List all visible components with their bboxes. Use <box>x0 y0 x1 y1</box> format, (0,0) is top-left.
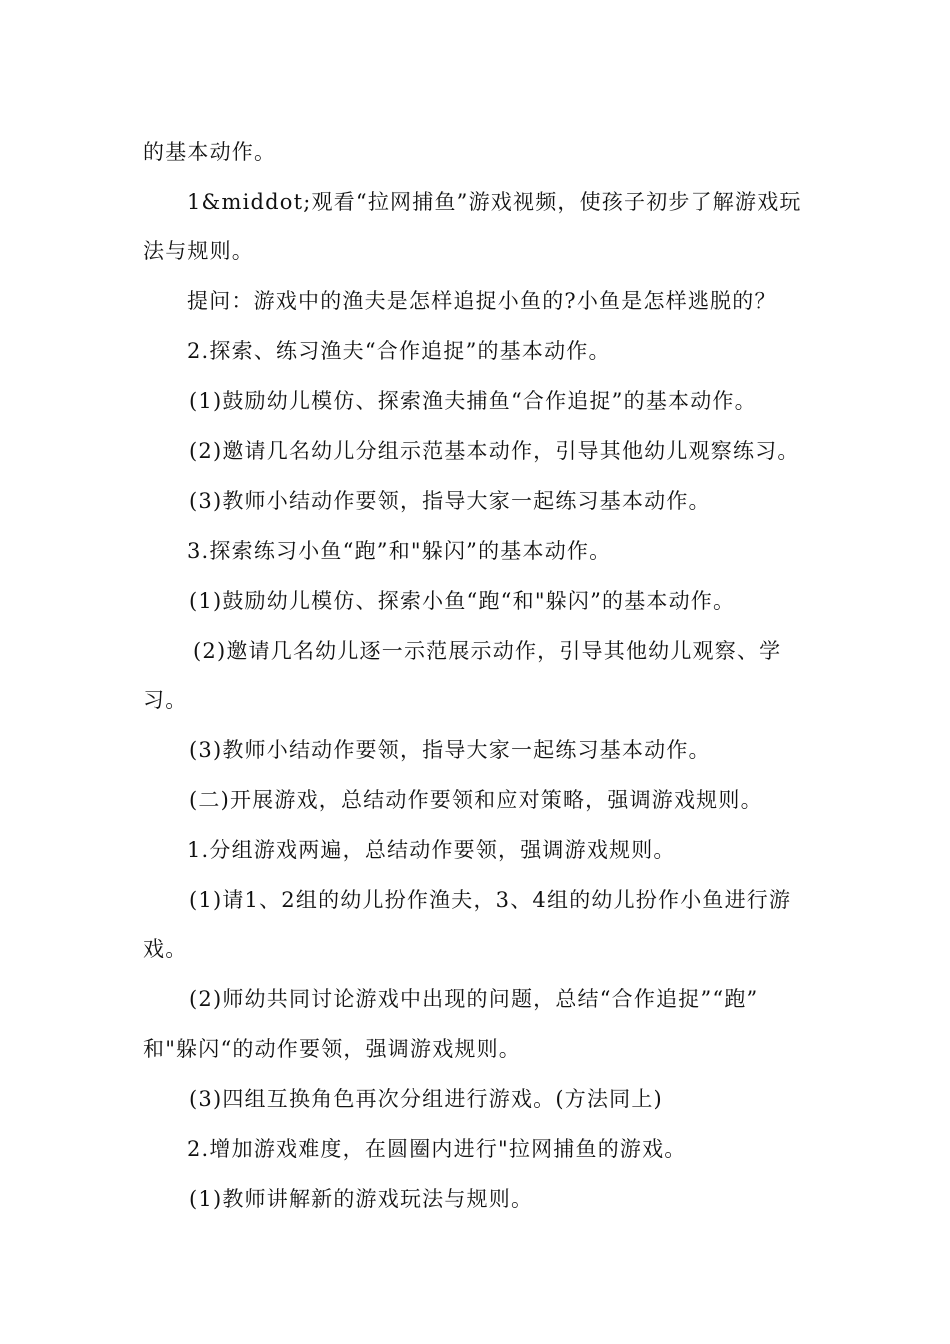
text-line-6: (1)鼓励幼儿模仿、探索渔夫捕鱼“合作追捉”的基本动作。 <box>189 389 757 413</box>
text-line-17: 戏。 <box>143 937 188 961</box>
text-line-22: (1)教师讲解新的游戏玩法与规则。 <box>189 1187 534 1211</box>
text-line-5: 2.探索、练习渔夫“合作追捉”的基本动作。 <box>187 339 611 363</box>
text-line-2: 1&middot;观看“拉网捕鱼”游戏视频，使孩子初步了解游戏玩 <box>187 190 802 214</box>
text-line-21: 2.增加游戏难度，在圆圈内进行"拉网捕鱼的游戏。 <box>187 1137 687 1161</box>
text-line-4: 提问：游戏中的渔夫是怎样追捉小鱼的?小鱼是怎样逃脱的？ <box>187 289 777 313</box>
text-line-19: 和"躲闪“的动作要领，强调游戏规则。 <box>143 1037 521 1061</box>
text-line-14: (二)开展游戏，总结动作要领和应对策略，强调游戏规则。 <box>189 788 763 812</box>
text-line-1: 的基本动作。 <box>143 140 277 164</box>
text-line-18: (2)师幼共同讨论游戏中出现的问题，总结“合作追捉”“跑” <box>189 987 759 1011</box>
text-line-12: 习。 <box>143 688 188 712</box>
text-line-20: (3)四组互换角色再次分组进行游戏。(方法同上) <box>189 1087 663 1111</box>
text-line-3: 法与规则。 <box>143 239 254 263</box>
text-line-9: 3.探索练习小鱼“跑”和"躲闪”的基本动作。 <box>187 539 612 563</box>
text-line-16: (1)请1、2组的幼儿扮作渔夫，3、4组的幼儿扮作小鱼进行游 <box>189 888 792 912</box>
text-line-8: (3)教师小结动作要领，指导大家一起练习基本动作。 <box>189 489 711 513</box>
text-line-15: 1.分组游戏两遍，总结动作要领，强调游戏规则。 <box>187 838 676 862</box>
text-line-7: (2)邀请几名幼儿分组示范基本动作，引导其他幼儿观察练习。 <box>189 439 800 463</box>
text-line-10: (1)鼓励幼儿模仿、探索小鱼“跑“和"躲闪”的基本动作。 <box>189 589 736 613</box>
text-line-13: (3)教师小结动作要领，指导大家一起练习基本动作。 <box>189 738 711 762</box>
text-line-11: (2)邀请几名幼儿逐一示范展示动作，引导其他幼儿观察、学 <box>193 639 782 663</box>
